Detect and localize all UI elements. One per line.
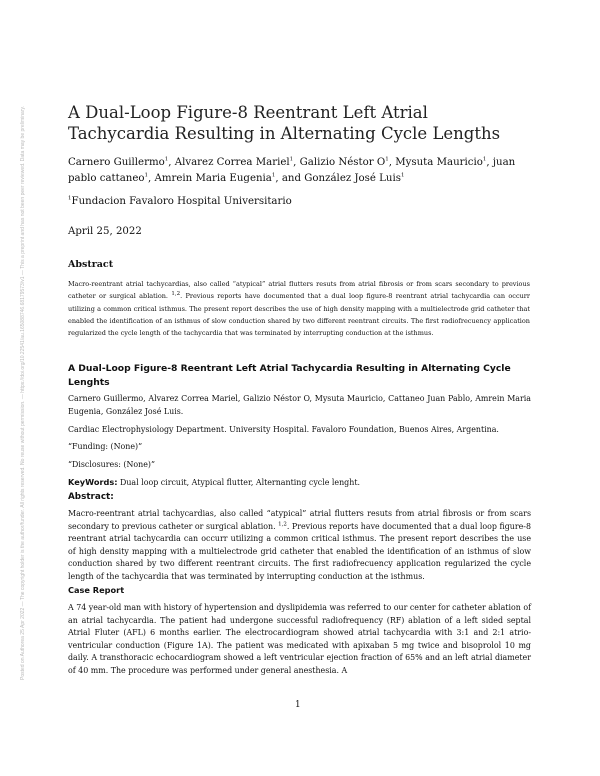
case-report-text: A 74 year-old man with history of hypertension and dyslipidemia was referred to our center for catheter ablation of an atrial tachycardia. The patient had undergone successful radiofrequency (RF) ablation of a left sided septal Atrial Fluter (AFL) 6 months earlier. The electrocardiogram showed atrial tachycardia with 3:1 and 2:1 atrio-ventricular conduction (Figure 1A). The patient was medicated with apixaban 5 mg twice and bisoprolol 10 mg daily. A transthoracic echocardiogram showed a left ventricular ejection fraction of 65% and an left atrial diameter of 40 mm. The procedure was performed under general anesthesia. A xyxy=(68,603,531,675)
author-affil-mark: 1 xyxy=(400,172,405,179)
funding-line: “Funding: (None)” xyxy=(68,442,143,451)
author-list: Carnero Guillermo$^1$, Alvarez Correa Mariel$^1$, Galizio Néstor $O^1$, Mysuta Mauricio$^1$, juan pablo cattaneo$^1$, Amrein Maria Eugenia$^1$, and González José Luis$^1$ xyxy=(68,156,516,184)
author: González José Luis xyxy=(304,173,401,184)
affiliation-mark: 1 xyxy=(68,195,72,202)
author-affil-mark: 1 xyxy=(385,156,389,163)
author: Alvarez Correa Mariel xyxy=(174,157,290,168)
preprint-watermark: Posted on Authorea 25 Apr 2022 — The copyright holder is the author/funder. All rights reserved. No reuse without permission. — https://doi.org/10.22541/au.165088746.68179573/v1 — This a preprint and has not been peer reviewed. Data may be preliminary. xyxy=(20,106,26,680)
abstract2-text-part: . Previous reports have documented that a dual loop figure-8 reentrant atrial tachycardia can occurr utilizing a common critical isthmus. The present report describes the use of high density mapping with a multielectrode grid catheter that enabled the identification of an isthmus of slow conduction shared by two different reentrant circuits. The first radiofrecuency application regularized the cycle length of the tachycardia that was terminated by interrupting conduction at the isthmus. xyxy=(68,521,531,581)
section-title: A Dual-Loop Figure-8 Reentrant Left Atrial Tachycardia Resulting in Alternating Cycle Lenghts xyxy=(68,363,511,388)
author: Galizio Néstor O xyxy=(299,157,386,168)
page-number: 1 xyxy=(295,700,301,710)
author: Amrein Maria Eugenia xyxy=(154,173,272,184)
case-report-heading: Case Report xyxy=(68,585,125,595)
abstract-text-part: . Previous reports have documented that a dual loop figure-8 reentrant atrial tachycardia can occurr utilizing a common critical isthmus. The present report describes the use of high density mapping with a multielectrode grid catheter that enabled the identification of an isthmus of slow conduction shared by two different reentrant circuits. The first radiofrecuency application regularized the cycle length of the tachycardia that was terminated by interrupting conduction at the isthmus. xyxy=(68,292,530,338)
paper-title: A Dual-Loop Figure-8 Reentrant Left Atrial Tachycardia Resulting in Alternating Cycle Lengths xyxy=(68,103,501,143)
citation-ref: 1,2 xyxy=(171,291,181,298)
abstract-text-part: Macro-reentrant atrial tachycardias, also called “atypical” atrial flutters resuts from atrial fibrosis or from scars secondary to previous catheter or surgical ablation. xyxy=(68,280,530,301)
author-affil-mark: 1 xyxy=(144,172,149,179)
section-authors: Carnero Guillermo, Alvarez Correa Mariel, Galizio Néstor O, Mysuta Mauricio, Cattaneo Juan Pablo, Amrein Maria Eugenia, González José Luis. xyxy=(68,394,531,416)
department-line: Cardiac Electrophysiology Department. University Hospital. Favaloro Foundation, Buenos Aires, Argentina. xyxy=(68,425,499,434)
abstract2-text xyxy=(68,508,531,584)
keywords-line xyxy=(68,476,531,490)
keywords-label: KeyWords: xyxy=(68,477,118,487)
author-affil-mark: 1 xyxy=(271,172,276,179)
author-affil-mark: 1 xyxy=(289,156,294,163)
abstract-text xyxy=(68,278,530,339)
author-affil-mark: 1 xyxy=(164,156,169,163)
author: juan pablo cattaneo xyxy=(68,157,516,184)
affiliation-name: Fundacion Favaloro Hospital Universitario xyxy=(71,196,292,207)
author-and: and xyxy=(281,173,302,184)
affiliation xyxy=(68,196,292,207)
citation-ref: 1,2 xyxy=(278,520,287,527)
publication-date: April 25, 2022 xyxy=(68,226,142,237)
author: Mysuta Mauricio xyxy=(395,157,483,168)
abstract2-text-part: Macro-reentrant atrial tachycardias, also called “atypical” atrial flutters resuts from atrial fibrosis or from scars secondary to previous catheter or surgical ablation. xyxy=(68,509,531,531)
abstract-heading: Abstract xyxy=(68,259,114,270)
abstract2-heading: Abstract: xyxy=(68,492,114,502)
author: Carnero Guillermo xyxy=(68,157,165,168)
disclosures-line: “Disclosures: (None)” xyxy=(68,460,156,469)
keywords-value: Dual loop circuit, Atypical flutter, Alternanting cycle lenght. xyxy=(117,478,360,487)
author-affil-mark: 1 xyxy=(482,156,487,163)
